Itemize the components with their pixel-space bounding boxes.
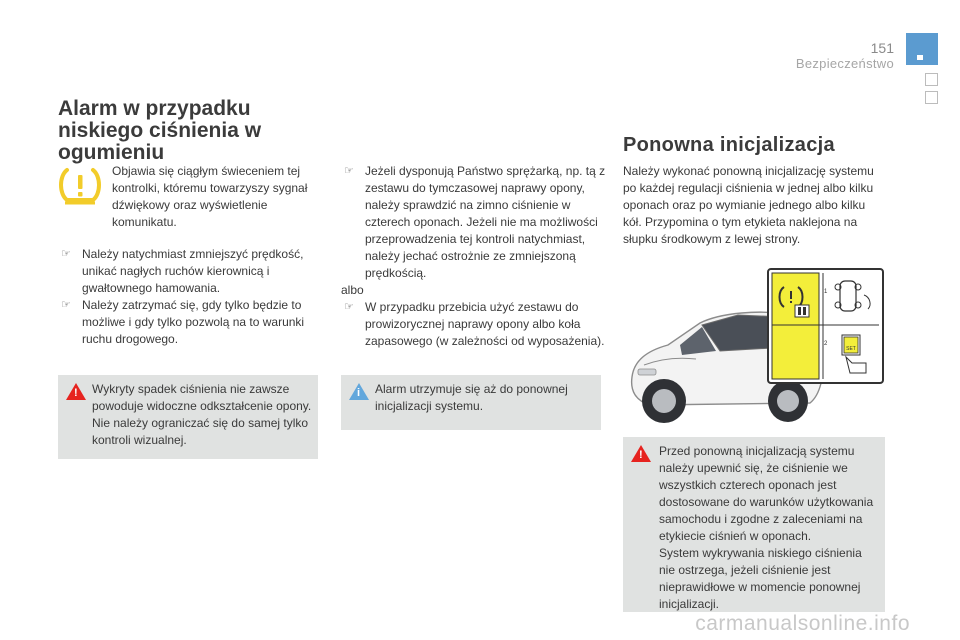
section-title-alarm: Alarm w przypadku niskiego ciśnienia w ogumieniu	[58, 97, 262, 164]
section-title-reinit: Ponowna inicjalizacja	[623, 134, 835, 156]
chapter-tab[interactable]	[925, 73, 938, 86]
left-bullet-list	[58, 246, 320, 348]
warning-triangle-icon: !	[631, 445, 651, 462]
list-item: ☞ W przypadku przebicia użyć zestawu do prowizorycznej naprawy opony albo koła zapasowego (w zależności od wyposażenia).	[344, 300, 605, 348]
lamp-description: Objawia się ciągłym świeceniem tej kontrolki, któremu towarzyszy sygnał dźwiękowy oraz wyświetlenie komunikatu.	[112, 164, 308, 229]
list-item: ☞ Należy natychmiast zmniejszyć prędkość, unikać nagłych ruchów kierownicą i gwałtownego hamowania.	[61, 247, 304, 295]
list-item: ☞ Jeżeli dysponują Państwo sprężarką, np. tą z zestawu do tymczasowej naprawy opony, należy sprawdzić na zimno ciśnienie w czterech oponach. Jeżeli nie ma możliwości przeprowadzenia tej kontroli natychmiast, należy jechać ostrożnie ze zmniejszoną prędkością.	[344, 164, 606, 280]
middle-bullet-list	[341, 163, 609, 350]
car-label-illustration	[620, 265, 885, 430]
label-step-2: 2	[824, 341, 828, 347]
reinit-body: Należy wykonać ponowną inicjalizację systemu po każdej regulacji ciśnienia w jednej albo kilku oponach oraz po wymianie jednego albo kilku kół. Przypomina o tym etykieta naklejona na słupku środkowym z lewej strony.	[623, 164, 874, 246]
warning-box-left	[58, 375, 318, 459]
info-box	[341, 375, 601, 430]
tyre-pressure-warning-icon	[58, 167, 102, 205]
or-connector: albo	[341, 283, 364, 297]
chapter-tab[interactable]	[925, 91, 938, 104]
page-number: 151	[870, 40, 894, 56]
watermark: carmanualsonline.info	[695, 612, 910, 635]
chapter-tab-active[interactable]	[906, 33, 938, 65]
section-name: Bezpieczeństwo	[795, 56, 894, 71]
pointing-finger-icon: ☞	[61, 248, 71, 260]
warning-box-right	[623, 437, 885, 612]
pointing-finger-icon: ☞	[344, 301, 354, 313]
pointing-finger-icon: ☞	[344, 165, 354, 177]
pointing-finger-icon: ☞	[61, 299, 71, 311]
info-text: Alarm utrzymuje się aż do ponownej inicjalizacji systemu.	[375, 382, 568, 413]
warning-text: Przed ponowną inicjalizacją systemu należy upewnić się, że ciśnienie we wszystkich czterech oponach jest dostosowane do warunków użytkowania samochodu i zgodne z zaleceniami na etykiecie ciśnień w oponach. System wykrywania niskiego ciśnienia nie ostrzega, jeżeli ciśnienie jest nieprawidłowe w momencie ponownej inicjalizacji.	[659, 444, 874, 611]
list-item: ☞ Należy zatrzymać się, gdy tylko będzie to możliwe i gdy tylko pozwolą na to warunki ruchu drogowego.	[61, 298, 305, 346]
warning-text: Wykryty spadek ciśnienia nie zawsze powoduje widoczne odkształcenie opony. Nie należy ograniczać się do samej tylko kontroli wizualnej.	[92, 382, 312, 447]
label-set-text: SET	[846, 346, 856, 352]
info-triangle-icon: i	[349, 383, 369, 400]
label-step-1: 1	[824, 289, 828, 295]
warning-triangle-icon: !	[66, 383, 86, 400]
